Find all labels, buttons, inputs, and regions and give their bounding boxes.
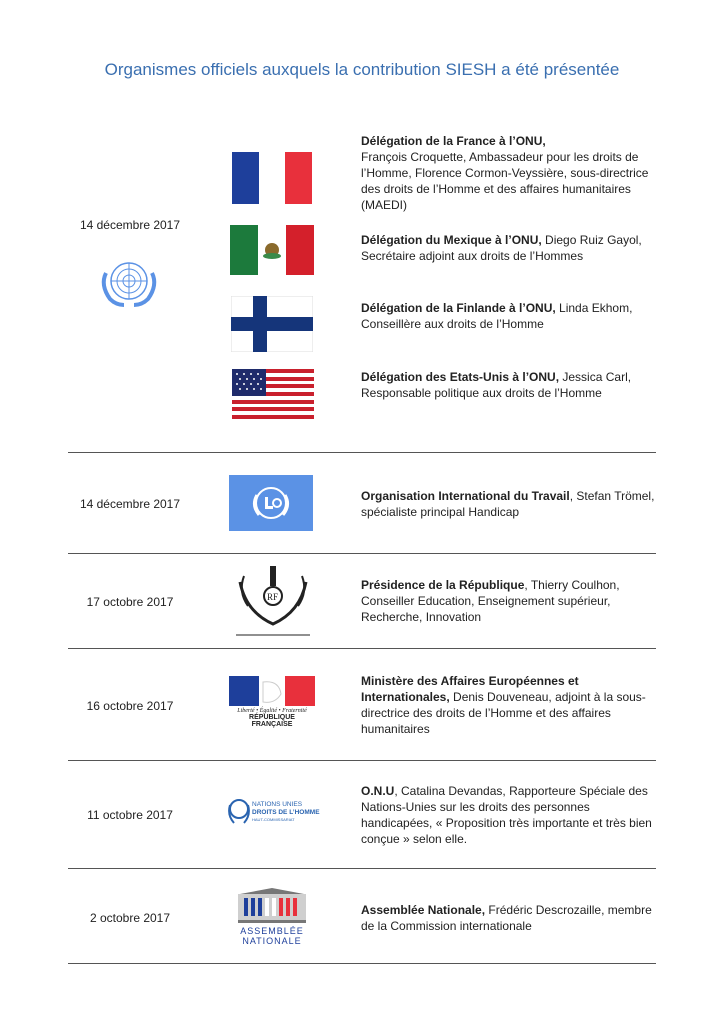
logo-line-2: DROITS DE L’HOMME [252, 809, 320, 816]
finland-flag-icon [231, 296, 313, 352]
entry-org: Délégation des Etats-Unis à l’ONU, [361, 370, 560, 384]
presidence-emblem-icon [232, 562, 314, 638]
ohchr-logo [228, 793, 320, 833]
entry-org: Organisation International du Travail [361, 489, 570, 503]
entry-assemblee [361, 902, 656, 934]
logo-line-2: NATIONALE [242, 936, 302, 946]
republique-francaise-logo [229, 676, 315, 728]
entry-org: O.N.U [361, 784, 395, 798]
row-date: 14 décembre 2017 [79, 497, 181, 511]
un-emblem-icon [96, 253, 162, 309]
entry-ministere [361, 673, 656, 737]
entry-presidence [361, 577, 656, 625]
france-flag-icon [232, 152, 312, 204]
row-divider [68, 868, 656, 869]
entry-detail: Diego Ruiz Gayol, Secrétaire adjoint aux droits de l’Hommes [361, 233, 642, 263]
entry-org: Délégation du Mexique à l’ONU, [361, 233, 542, 247]
ilo-logo-icon [229, 475, 313, 531]
row-date: 2 octobre 2017 [89, 911, 171, 925]
svg-text:RF: RF [267, 592, 279, 602]
entry-detail: , Thierry Coulhon, Conseiller Education, Enseignement supérieur, Recherche, Innovation [361, 578, 620, 624]
entry-detail: , Stefan Trömel, spécialiste principal Handicap [361, 489, 655, 519]
logo-name: RÉPUBLIQUE FRANÇAISE [249, 714, 295, 728]
row-divider [68, 760, 656, 761]
entry-org: Délégation de la Finlande à l’ONU, [361, 301, 556, 315]
row-date: 16 octobre 2017 [86, 699, 174, 713]
entry-detail: Frédéric Descrozaille, membre de la Commission internationale [361, 903, 652, 933]
assemblee-nationale-logo [234, 886, 310, 948]
entry-detail: Linda Ekhom, Conseillère aux droits de l’Homme [361, 301, 633, 331]
logo-line-1: ASSEMBLÉE [240, 926, 304, 936]
row-divider [68, 452, 656, 453]
entry-detail: Denis Douveneau, adjoint à la sous-directrice des droits de l’Homme et des affaires humanitaires [361, 690, 646, 736]
entry-usa [361, 369, 656, 401]
logo-line-3: HAUT-COMMISSARIAT [252, 817, 295, 822]
mexico-flag-icon [230, 225, 314, 275]
entry-mexico [361, 232, 656, 264]
page-title: Organismes officiels auxquels la contribution SIESH a été présentée [104, 60, 620, 79]
row-date: 17 octobre 2017 [86, 595, 174, 609]
entry-france [361, 133, 656, 213]
row-date: 14 décembre 2017 [79, 218, 181, 232]
row-divider [68, 963, 656, 964]
entry-detail: François Croquette, Ambassadeur pour les droits de l’Homme, Florence Cormon-Veyssière, sous-directrice des droits de l’Homme et des affaires humanitaires (MAEDI) [361, 150, 649, 212]
row-divider [68, 553, 656, 554]
entry-org: Assemblée Nationale, [361, 903, 486, 917]
entry-org: Délégation de la France à l’ONU, [361, 134, 546, 148]
entry-org: Ministère des Affaires Européennes et Internationales, [361, 674, 579, 704]
row-date: 11 octobre 2017 [87, 808, 173, 822]
entry-finland [361, 300, 656, 332]
entry-org: Présidence de la République [361, 578, 525, 592]
entry-detail: , Catalina Devandas, Rapporteure Spéciale des Nations-Unies sur les droits des personnes handicapées, « Proposition très importante et très bien conçue » selon elle. [361, 784, 652, 846]
entry-onu [361, 783, 656, 847]
logo-motto: Liberté • Égalité • Fraternité [237, 708, 307, 714]
usa-flag-icon [232, 369, 314, 419]
entry-detail: Jessica Carl, Responsable politique aux droits de l’Homme [361, 370, 632, 400]
entry-ilo [361, 488, 656, 520]
row-divider [68, 648, 656, 649]
logo-line-1: NATIONS UNIES [252, 801, 303, 808]
